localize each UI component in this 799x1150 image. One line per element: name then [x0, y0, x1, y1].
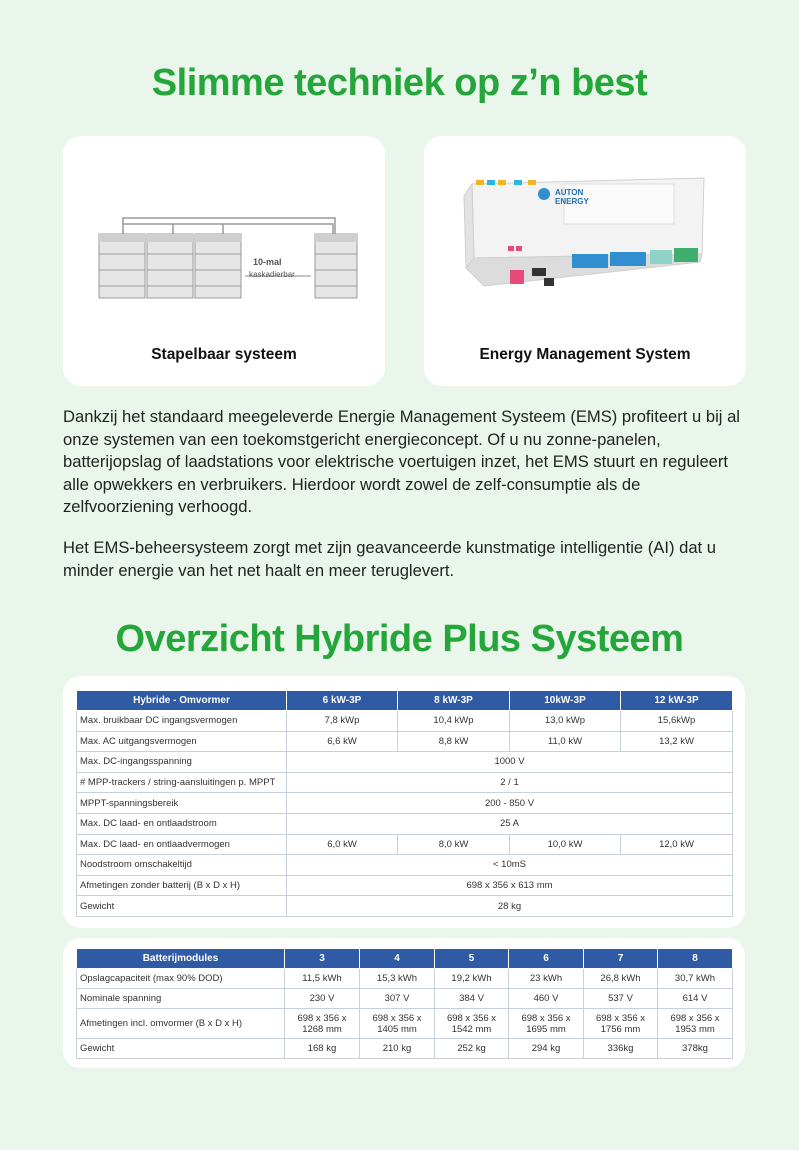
row-label: Gewicht	[77, 896, 287, 917]
inverter-header-model: 12 kW-3P	[621, 691, 733, 711]
row-label: Afmetingen zonder batterij (B x D x H)	[77, 875, 287, 896]
row-value: 698 x 356 x 1695 mm	[509, 1009, 584, 1039]
table-row	[77, 1009, 733, 1039]
battery-header-modules: 7	[584, 949, 658, 969]
row-value: 378kg	[658, 1039, 733, 1059]
row-value: 698 x 356 x 1953 mm	[658, 1009, 733, 1039]
row-label: Opslagcapaciteit (max 90% DOD)	[77, 969, 285, 989]
row-value: 13,2 kW	[621, 731, 733, 752]
table-row	[77, 711, 733, 732]
row-label: Noodstroom omschakeltijd	[77, 855, 287, 876]
row-label: Max. bruikbaar DC ingangsvermogen	[77, 711, 287, 732]
table-row	[77, 813, 733, 834]
battery-header-modules: 4	[360, 949, 435, 969]
row-value: 15,6kWp	[621, 711, 733, 732]
row-value: 252 kg	[435, 1039, 509, 1059]
row-value: 230 V	[285, 989, 360, 1009]
inverter-table-card	[63, 676, 745, 928]
battery-stack-3	[195, 234, 241, 298]
table-row	[77, 793, 733, 814]
row-label: MPPT-spanningsbereik	[77, 793, 287, 814]
inverter-header-model: 6 kW-3P	[287, 691, 398, 711]
inverter-spec-table	[76, 690, 733, 917]
row-value: 13,0 kWp	[510, 711, 621, 732]
battery-stack-1	[99, 234, 145, 298]
row-value: 698 x 356 x 1405 mm	[360, 1009, 435, 1039]
ems-logo-line1: AUTON	[555, 188, 584, 197]
row-value: 698 x 356 x 1542 mm	[435, 1009, 509, 1039]
row-value-merged: 25 A	[287, 813, 733, 834]
ems-label: Energy Management System	[479, 346, 691, 363]
row-value-merged: 1000 V	[287, 752, 733, 773]
row-value: 15,3 kWh	[360, 969, 435, 989]
row-value: 8,8 kW	[398, 731, 510, 752]
ems-card	[424, 136, 746, 386]
row-value: 10,0 kW	[510, 834, 621, 855]
row-value: 336kg	[584, 1039, 658, 1059]
row-value: 8,0 kW	[398, 834, 510, 855]
inverter-header-model: 8 kW-3P	[398, 691, 510, 711]
row-value: 26,8 kWh	[584, 969, 658, 989]
row-label: Gewicht	[77, 1039, 285, 1059]
row-value: 294 kg	[509, 1039, 584, 1059]
battery-stack-2	[147, 234, 193, 298]
row-label: Afmetingen incl. omvormer (B x D x H)	[77, 1009, 285, 1039]
row-label: Max. DC laad- en ontlaadstroom	[77, 813, 287, 834]
battery-header-modules: 6	[509, 949, 584, 969]
battery-header-modules: 3	[285, 949, 360, 969]
table-row	[77, 989, 733, 1009]
overview-title: Overzicht Hybride Plus Systeem	[115, 618, 684, 660]
row-value: 384 V	[435, 989, 509, 1009]
row-value: 307 V	[360, 989, 435, 1009]
table-row	[77, 772, 733, 793]
row-value: 537 V	[584, 989, 658, 1009]
annotation-line1: 10-mal	[253, 257, 282, 267]
battery-header-modules: 5	[435, 949, 509, 969]
row-value: 19,2 kWh	[435, 969, 509, 989]
row-label: Max. AC uitgangsvermogen	[77, 731, 287, 752]
table-row	[77, 875, 733, 896]
row-value: 698 x 356 x 1756 mm	[584, 1009, 658, 1039]
table-row	[77, 834, 733, 855]
row-value: 168 kg	[285, 1039, 360, 1059]
table-row	[77, 969, 733, 989]
table-row	[77, 731, 733, 752]
page-title: Slimme techniek op z’n best	[151, 62, 648, 104]
row-label: # MPP-trackers / string-aansluitingen p. MPPT	[77, 772, 287, 793]
row-value-merged: 200 - 850 V	[287, 793, 733, 814]
row-value: 11,5 kWh	[285, 969, 360, 989]
stackable-system-label: Stapelbaar systeem	[151, 346, 297, 363]
row-label: Max. DC-ingangsspanning	[77, 752, 287, 773]
row-value-merged: < 10mS	[287, 855, 733, 876]
row-value: 210 kg	[360, 1039, 435, 1059]
table-row	[77, 896, 733, 917]
battery-header-modules: 8	[658, 949, 733, 969]
row-value: 23 kWh	[509, 969, 584, 989]
table-row	[77, 1039, 733, 1059]
ai-paragraph: Het EMS-beheersysteem zorgt met zijn geavanceerde kunstmatige intelligentie (AI) dat u minder energie van het net haalt en meer teruglevert.	[63, 538, 717, 580]
battery-stack-4	[315, 234, 357, 298]
annotation-line2: kaskadierbar	[249, 270, 295, 279]
table-row	[77, 752, 733, 773]
row-value: 6,6 kW	[287, 731, 398, 752]
ems-device-illustration	[424, 136, 746, 336]
row-value: 6,0 kW	[287, 834, 398, 855]
inverter-header-model: 10kW-3P	[510, 691, 621, 711]
table-row	[77, 855, 733, 876]
row-value: 10,4 kWp	[398, 711, 510, 732]
row-value-merged: 2 / 1	[287, 772, 733, 793]
row-value-merged: 698 x 356 x 613 mm	[287, 875, 733, 896]
intro-paragraph: Dankzij het standaard meegeleverde Energie Management Systeem (EMS) profiteert u bij al onze systemen van een toekomstgericht energieconcept. Of u nu zonne-panelen, batterijopslag of laadstations voor elektrische voertuigen inzet, het EMS stuurt en reguleert alle opwekkers en verbruikers. Hierdoor wordt zowel de zelf-consumptie als de zelfvoorziening verhoogd.	[63, 407, 740, 516]
battery-header-label: Batterijmodules	[77, 949, 285, 969]
battery-spec-table	[76, 948, 733, 1059]
row-value: 12,0 kW	[621, 834, 733, 855]
battery-table-card	[63, 938, 745, 1068]
row-value: 698 x 356 x 1268 mm	[285, 1009, 360, 1039]
row-label: Max. DC laad- en ontlaadvermogen	[77, 834, 287, 855]
row-value-merged: 28 kg	[287, 896, 733, 917]
row-value: 30,7 kWh	[658, 969, 733, 989]
row-value: 11,0 kW	[510, 731, 621, 752]
ems-logo-line2: ENERGY	[555, 197, 589, 206]
stackable-system-card	[63, 136, 385, 386]
row-label: Nominale spanning	[77, 989, 285, 1009]
row-value: 460 V	[509, 989, 584, 1009]
row-value: 7,8 kWp	[287, 711, 398, 732]
stacked-battery-illustration	[63, 136, 385, 336]
inverter-header-label: Hybride - Omvormer	[77, 691, 287, 711]
row-value: 614 V	[658, 989, 733, 1009]
